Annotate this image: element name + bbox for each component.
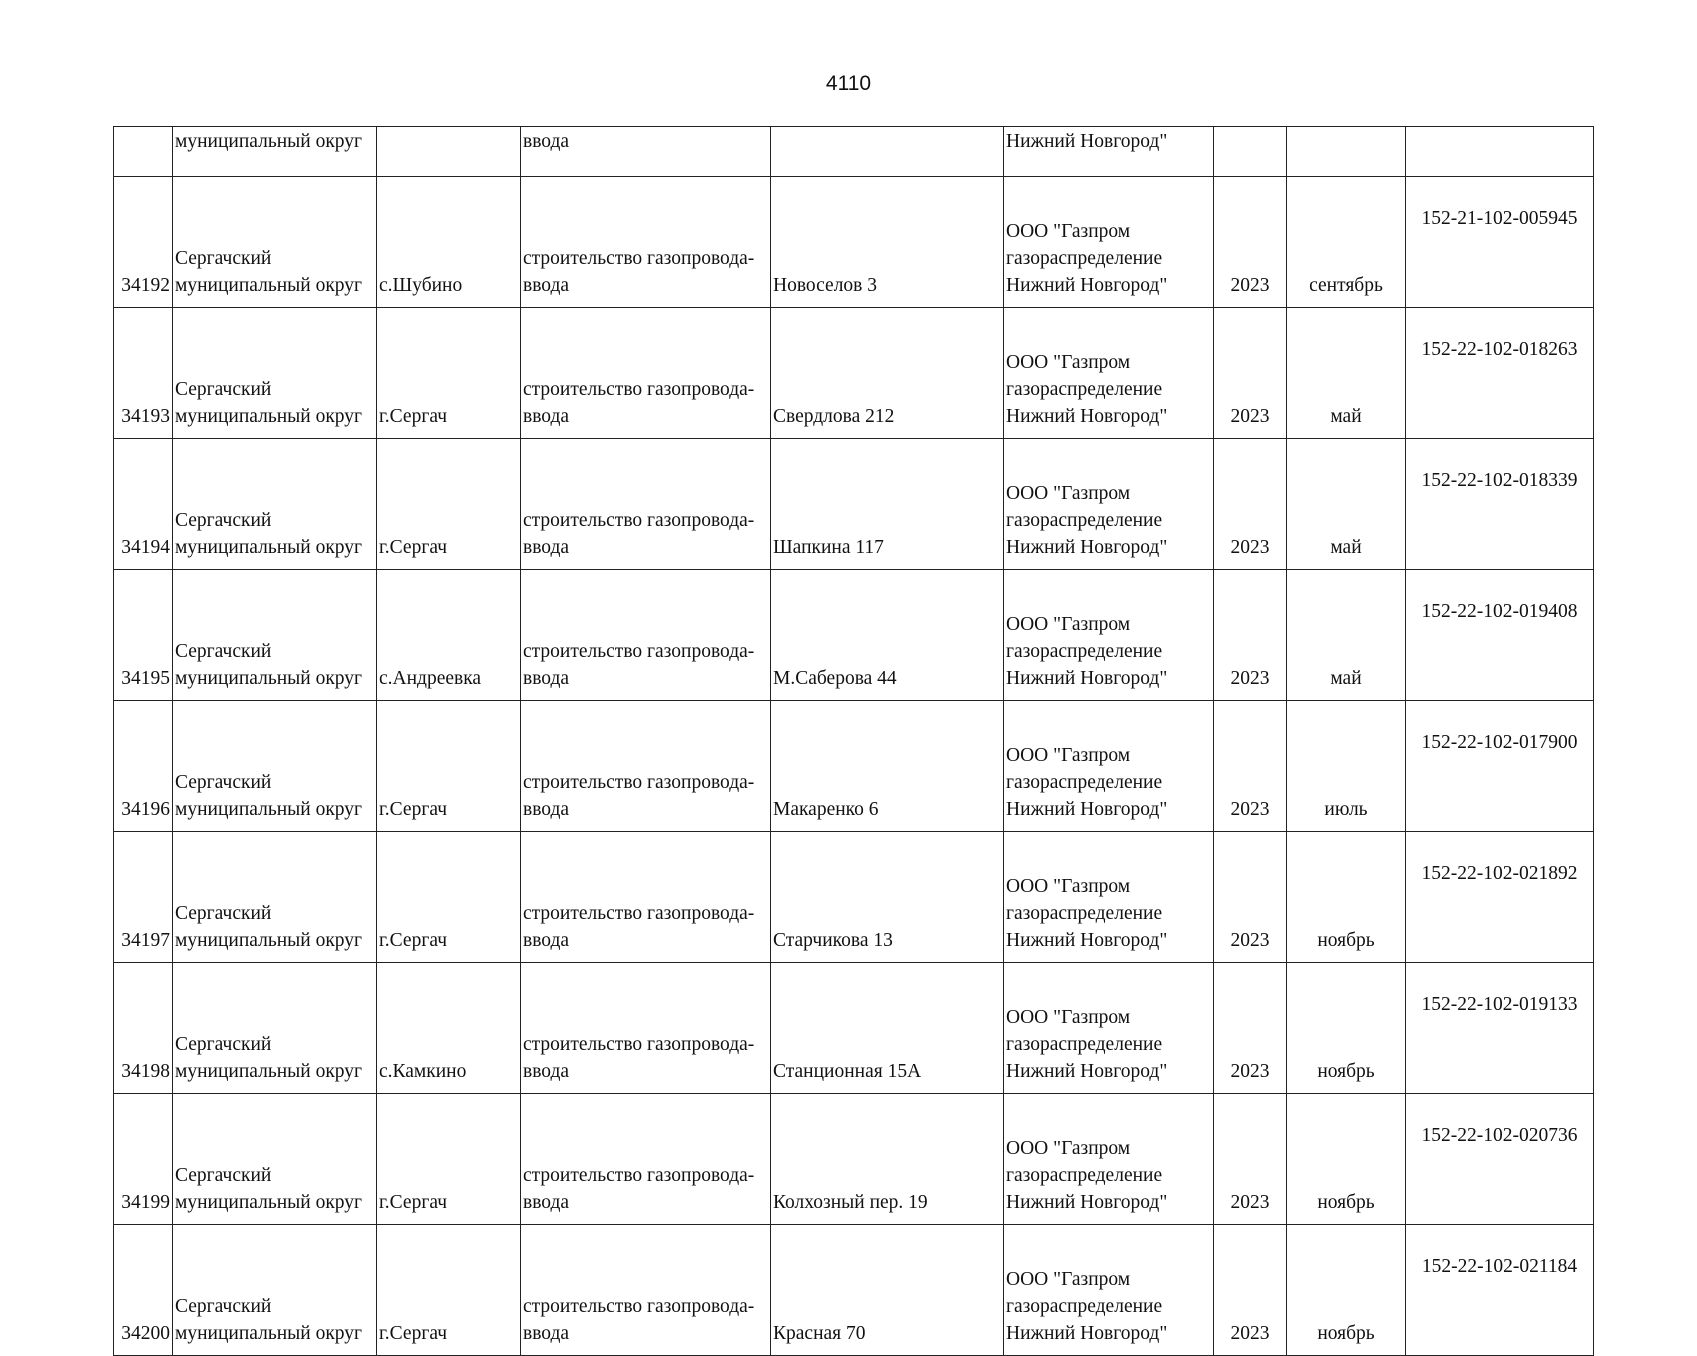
object-code: 152-21-102-005945 — [1421, 208, 1578, 229]
cell-locality — [377, 832, 521, 963]
address: М.Саберова 44 — [773, 668, 897, 689]
cell-district — [173, 439, 377, 570]
address: Станционная 15А — [773, 1061, 922, 1082]
org-line-2: газораспределение — [1006, 903, 1163, 924]
district-line-2: муниципальный округ — [175, 275, 363, 296]
cell-address — [771, 832, 1004, 963]
cell-org — [1004, 1094, 1214, 1225]
org-line-2: газораспределение — [1006, 248, 1163, 269]
cell-num — [114, 1225, 173, 1356]
continuation-row — [114, 127, 1594, 177]
year: 2023 — [1230, 799, 1270, 820]
cell-locality — [377, 127, 521, 177]
cell-work-type — [521, 1094, 771, 1225]
month: ноябрь — [1317, 1192, 1375, 1213]
work-type-line-1: строительство газопровода- — [523, 772, 755, 793]
month: май — [1330, 668, 1362, 689]
cell-locality — [377, 177, 521, 308]
locality: г.Сергач — [379, 799, 448, 820]
address: Красная 70 — [773, 1323, 866, 1344]
object-code: 152-22-102-021184 — [1421, 1256, 1578, 1277]
cell-locality — [377, 439, 521, 570]
row-number: 34199 — [121, 1192, 170, 1213]
year: 2023 — [1230, 275, 1270, 296]
org-line-1: ООО "Газпром — [1006, 352, 1131, 373]
table-row — [114, 832, 1594, 963]
address: Старчикова 13 — [773, 930, 893, 951]
work-type-line-1: строительство газопровода- — [523, 1034, 755, 1055]
cell-num — [114, 127, 173, 177]
district-line-1: Сергачский — [175, 1296, 272, 1317]
cell-district: муниципальный округ — [173, 127, 377, 177]
row-number: 34193 — [121, 406, 170, 427]
cell-locality — [377, 963, 521, 1094]
table-row — [114, 963, 1594, 1094]
org-line-2: газораспределение — [1006, 1296, 1163, 1317]
cell-month — [1287, 963, 1406, 1094]
cell-code — [1406, 127, 1594, 177]
object-code: 152-22-102-017900 — [1421, 732, 1578, 753]
gasification-table — [113, 126, 1594, 1356]
month: июль — [1324, 799, 1368, 820]
district-line-1: Сергачский — [175, 248, 272, 269]
org-line-2: газораспределение — [1006, 772, 1163, 793]
district-line-1: Сергачский — [175, 1034, 272, 1055]
cell-work-type — [521, 701, 771, 832]
row-number: 34197 — [121, 930, 170, 951]
table-row — [114, 1225, 1594, 1356]
year: 2023 — [1230, 1061, 1270, 1082]
cell-work-type — [521, 308, 771, 439]
org-line-1: ООО "Газпром — [1006, 1269, 1131, 1290]
cell-locality — [377, 570, 521, 701]
locality: г.Сергач — [379, 1192, 448, 1213]
work-type-line-2: ввода — [523, 799, 570, 820]
org-line-3: Нижний Новгород" — [1006, 1192, 1168, 1213]
row-number: 34194 — [121, 537, 170, 558]
district-line-2: муниципальный округ — [175, 1061, 363, 1082]
address: Новоселов 3 — [773, 275, 878, 296]
cell-address — [771, 963, 1004, 1094]
cell-code — [1406, 1094, 1594, 1225]
cell-address — [771, 701, 1004, 832]
cell-district — [173, 308, 377, 439]
work-type-line-1: строительство газопровода- — [523, 903, 755, 924]
cell-month — [1287, 1225, 1406, 1356]
object-code: 152-22-102-020736 — [1421, 1125, 1578, 1146]
work-type-line-2: ввода — [523, 1192, 570, 1213]
object-code: 152-22-102-018263 — [1421, 339, 1578, 360]
cell-work-type: ввода — [521, 127, 771, 177]
object-code: 152-22-102-021892 — [1421, 863, 1578, 884]
work-type-line-1: строительство газопровода- — [523, 1296, 755, 1317]
locality: г.Сергач — [379, 930, 448, 951]
row-number: 34192 — [121, 275, 170, 296]
locality: с.Андреевка — [379, 668, 482, 689]
cell-month — [1287, 127, 1406, 177]
year: 2023 — [1230, 406, 1270, 427]
table-body — [114, 127, 1594, 1356]
table-row — [114, 177, 1594, 308]
cell-code — [1406, 963, 1594, 1094]
cell-year — [1214, 832, 1287, 963]
org-line-1: ООО "Газпром — [1006, 876, 1131, 897]
cell-work-type — [521, 177, 771, 308]
cell-num — [114, 439, 173, 570]
org-line-3: Нижний Новгород" — [1006, 275, 1168, 296]
month: ноябрь — [1317, 1323, 1375, 1344]
cell-num — [114, 570, 173, 701]
cell-org: Нижний Новгород" — [1004, 127, 1214, 177]
org-line-3: Нижний Новгород" — [1006, 930, 1168, 951]
year: 2023 — [1230, 1192, 1270, 1213]
locality: г.Сергач — [379, 406, 448, 427]
work-type-line-2: ввода — [523, 930, 570, 951]
org-line-1: ООО "Газпром — [1006, 483, 1131, 504]
object-code: 152-22-102-019408 — [1421, 601, 1578, 622]
cell-code — [1406, 308, 1594, 439]
address: Свердлова 212 — [773, 406, 895, 427]
cell-district — [173, 701, 377, 832]
cell-district — [173, 1225, 377, 1356]
work-type-line-2: ввода — [523, 275, 570, 296]
year: 2023 — [1230, 668, 1270, 689]
cell-org — [1004, 439, 1214, 570]
page-number: 4110 — [825, 72, 872, 95]
cell-num — [114, 963, 173, 1094]
table-row — [114, 439, 1594, 570]
district-line-2: муниципальный округ — [175, 1192, 363, 1213]
cell-num — [114, 1094, 173, 1225]
row-number: 34196 — [121, 799, 170, 820]
cell-district — [173, 570, 377, 701]
work-type-line-1: строительство газопровода- — [523, 510, 755, 531]
org-line-1: ООО "Газпром — [1006, 614, 1131, 635]
cell-address — [771, 1094, 1004, 1225]
cell-year — [1214, 701, 1287, 832]
org-line-3: Нижний Новгород" — [1006, 1323, 1168, 1344]
cell-district — [173, 832, 377, 963]
work-type-line-1: строительство газопровода- — [523, 379, 755, 400]
district-line-1: Сергачский — [175, 772, 272, 793]
work-type-line-1: строительство газопровода- — [523, 1165, 755, 1186]
cell-work-type — [521, 963, 771, 1094]
district-line-2: муниципальный округ — [175, 668, 363, 689]
cell-locality — [377, 1225, 521, 1356]
cell-year — [1214, 1094, 1287, 1225]
district-line-1: Сергачский — [175, 641, 272, 662]
address: Макаренко 6 — [773, 799, 879, 820]
cell-district — [173, 963, 377, 1094]
work-type-line-2: ввода — [523, 1323, 570, 1344]
district-line-2: муниципальный округ — [175, 406, 363, 427]
org-line-2: газораспределение — [1006, 510, 1163, 531]
org-line-2: газораспределение — [1006, 379, 1163, 400]
cell-code — [1406, 570, 1594, 701]
cell-month — [1287, 1094, 1406, 1225]
work-type-line-1: строительство газопровода- — [523, 248, 755, 269]
cell-address — [771, 570, 1004, 701]
locality: г.Сергач — [379, 1323, 448, 1344]
org-line-1: ООО "Газпром — [1006, 221, 1131, 242]
org-line-2: газораспределение — [1006, 1165, 1163, 1186]
locality: с.Камкино — [379, 1061, 467, 1082]
cell-address — [771, 127, 1004, 177]
year: 2023 — [1230, 1323, 1270, 1344]
cell-month — [1287, 308, 1406, 439]
row-number: 34195 — [121, 668, 170, 689]
cell-locality — [377, 308, 521, 439]
cell-address — [771, 1225, 1004, 1356]
cell-code — [1406, 701, 1594, 832]
cell-num — [114, 308, 173, 439]
cell-year — [1214, 963, 1287, 1094]
org-line-2: газораспределение — [1006, 641, 1163, 662]
cell-code — [1406, 439, 1594, 570]
row-number: 34198 — [121, 1061, 170, 1082]
month: май — [1330, 537, 1362, 558]
cell-address — [771, 439, 1004, 570]
district-line-1: Сергачский — [175, 510, 272, 531]
work-type-line-2: ввода — [523, 406, 570, 427]
org-line-1: ООО "Газпром — [1006, 1007, 1131, 1028]
cell-org — [1004, 832, 1214, 963]
org-line-1: ООО "Газпром — [1006, 1138, 1131, 1159]
table-row — [114, 1094, 1594, 1225]
cell-year — [1214, 1225, 1287, 1356]
cell-org — [1004, 1225, 1214, 1356]
row-number: 34200 — [121, 1323, 170, 1344]
cell-work-type — [521, 570, 771, 701]
cell-num — [114, 701, 173, 832]
district-line-1: Сергачский — [175, 379, 272, 400]
cell-month — [1287, 177, 1406, 308]
cell-month — [1287, 570, 1406, 701]
cell-month — [1287, 439, 1406, 570]
org-line-3: Нижний Новгород" — [1006, 406, 1168, 427]
work-type-line-1: строительство газопровода- — [523, 641, 755, 662]
address: Шапкина 117 — [773, 537, 884, 558]
cell-district — [173, 1094, 377, 1225]
cell-org — [1004, 963, 1214, 1094]
cell-year — [1214, 308, 1287, 439]
object-code: 152-22-102-018339 — [1421, 470, 1578, 491]
month: ноябрь — [1317, 930, 1375, 951]
cell-num — [114, 832, 173, 963]
month: май — [1330, 406, 1362, 427]
cell-code — [1406, 177, 1594, 308]
cell-month — [1287, 701, 1406, 832]
district-line-1: Сергачский — [175, 1165, 272, 1186]
cell-org — [1004, 177, 1214, 308]
cell-org — [1004, 701, 1214, 832]
table-row — [114, 570, 1594, 701]
district-line-1: Сергачский — [175, 903, 272, 924]
org-line-3: Нижний Новгород" — [1006, 1061, 1168, 1082]
cell-work-type — [521, 1225, 771, 1356]
org-line-1: ООО "Газпром — [1006, 745, 1131, 766]
cell-org — [1004, 570, 1214, 701]
cell-year — [1214, 127, 1287, 177]
address: Колхозный пер. 19 — [773, 1192, 928, 1213]
work-type-line-2: ввода — [523, 1061, 570, 1082]
cell-address — [771, 308, 1004, 439]
object-code: 152-22-102-019133 — [1421, 994, 1578, 1015]
work-type-line-2: ввода — [523, 537, 570, 558]
cell-work-type — [521, 832, 771, 963]
org-line-3: Нижний Новгород" — [1006, 668, 1168, 689]
cell-address — [771, 177, 1004, 308]
district-line-2: муниципальный округ — [175, 1323, 363, 1344]
cell-work-type — [521, 439, 771, 570]
org-line-2: газораспределение — [1006, 1034, 1163, 1055]
district-line-2: муниципальный округ — [175, 930, 363, 951]
cell-month — [1287, 832, 1406, 963]
cell-locality — [377, 701, 521, 832]
month: сентябрь — [1309, 275, 1383, 296]
year: 2023 — [1230, 537, 1270, 558]
month: ноябрь — [1317, 1061, 1375, 1082]
district-line-2: муниципальный округ — [175, 537, 363, 558]
year: 2023 — [1230, 930, 1270, 951]
cell-org — [1004, 308, 1214, 439]
table-row — [114, 308, 1594, 439]
cell-num — [114, 177, 173, 308]
org-line-3: Нижний Новгород" — [1006, 537, 1168, 558]
cell-district — [173, 177, 377, 308]
table-row — [114, 701, 1594, 832]
cell-code — [1406, 832, 1594, 963]
cell-locality — [377, 1094, 521, 1225]
cell-year — [1214, 570, 1287, 701]
district-line-2: муниципальный округ — [175, 799, 363, 820]
cell-year — [1214, 177, 1287, 308]
locality: г.Сергач — [379, 537, 448, 558]
cell-year — [1214, 439, 1287, 570]
org-line-3: Нижний Новгород" — [1006, 799, 1168, 820]
locality: с.Шубино — [379, 275, 463, 296]
work-type-line-2: ввода — [523, 668, 570, 689]
cell-code — [1406, 1225, 1594, 1356]
